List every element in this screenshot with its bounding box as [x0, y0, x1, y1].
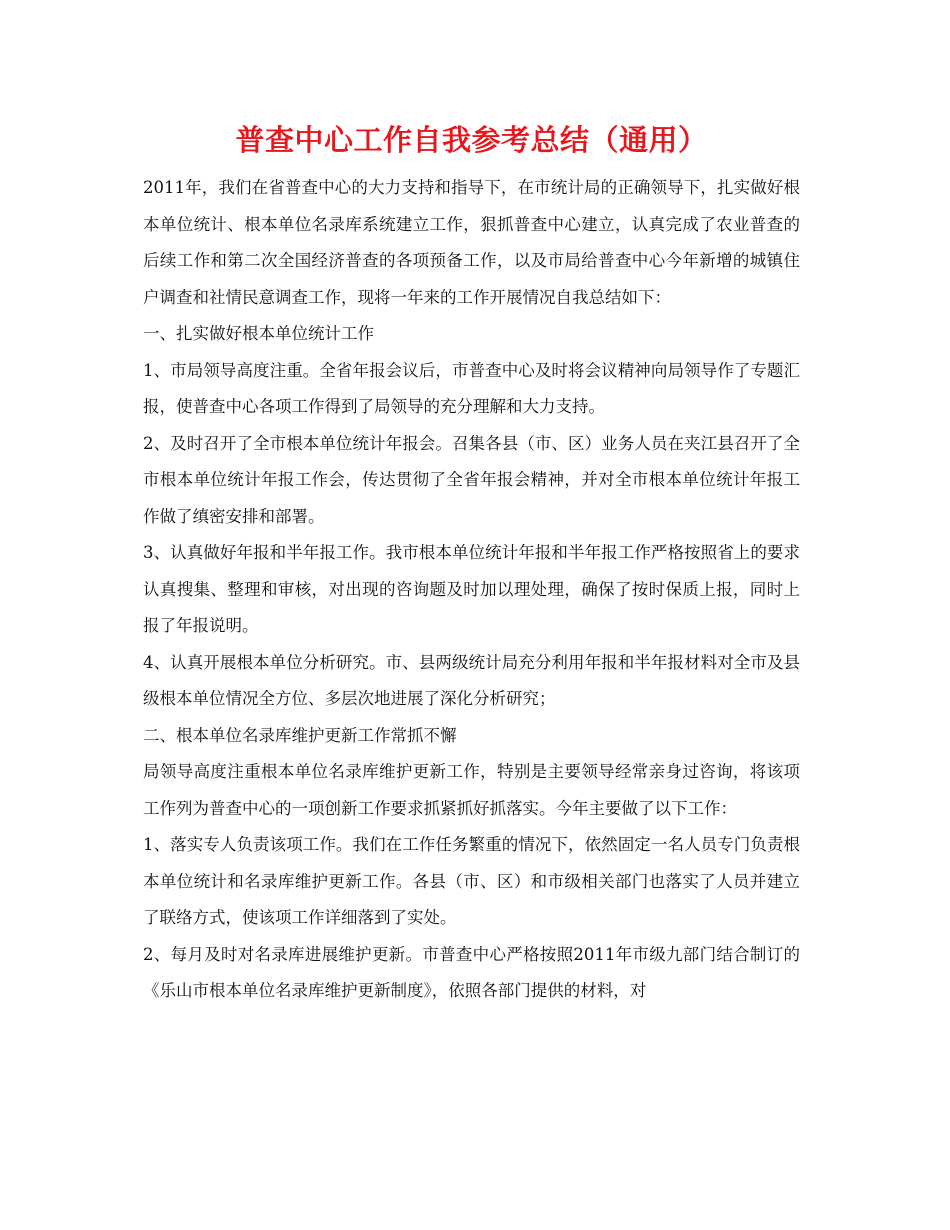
paragraph-2-intro: 局领导高度注重根本单位名录库维护更新工作，特别是主要领导经常亲身过咨询，将该项工作列为普查中心的一项创新工作要求抓紧抓好抓落实。今年主要做了以下工作： — [143, 762, 800, 818]
section-heading-2: 二、根本单位名录库维护更新工作常抓不懈 — [143, 725, 457, 745]
document-title: 普查中心工作自我参考总结（通用） — [235, 123, 708, 157]
paragraph-1-2: 2、及时召开了全市根本单位统计年报会。召集各县（市、区）业务人员在夹江县召开了全市根本单位统计年报工作会，传达贯彻了全省年报会精神，并对全市根本单位统计年报工作做了缜密安排和部署。 — [143, 433, 800, 526]
paragraph-1-3: 3、认真做好年报和半年报工作。我市根本单位统计年报和半年报工作严格按照省上的要求认真搜集、整理和审核，对出现的咨询题及时加以理处理，确保了按时保质上报，同时上报了年报说明。 — [143, 543, 800, 635]
paragraph-2-2: 2、每月及时对名录库进展维护更新。市普查中心严格按照2011年市级九部门结合制订的《乐山市根本单位名录库维护更新制度》，依照各部门提供的材料，对 — [143, 944, 800, 1000]
section-heading-1: 一、扎实做好根本单位统计工作 — [143, 324, 374, 343]
paragraph-intro: 2011年，我们在省普查中心的大力支持和指导下，在市统计局的正确领导下，扎实做好根本单位统计、根本单位名录库系统建立工作，狠抓普查中心建立，认真完成了农业普查的后续工作和第二次全国经济普查的各项预备工作，以及市局给普查中心今年新增的城镇住户调查和社情民意调查工作，现将一年来的工作开展情况自我总结如下： — [143, 178, 800, 307]
paragraph-1-1: 1、市局领导高度注重。全省年报会议后，市普查中心及时将会议精神向局领导作了专题汇报，使普查中心各项工作得到了局领导的充分理解和大力支持。 — [143, 360, 800, 416]
paragraph-1-4: 4、认真开展根本单位分析研究。市、县两级统计局充分利用年报和半年报材料对全市及县级根本单位情况全方位、多层次地进展了深化分析研究； — [143, 652, 800, 708]
document-body — [143, 170, 800, 1010]
paragraph-2-1: 1、落实专人负责该项工作。我们在工作任务繁重的情况下，依然固定一名人员专门负责根本单位统计和名录库维护更新工作。各县（市、区）和市级相关部门也落实了人员并建立了联络方式，使该项工作详细落到了实处。 — [143, 835, 800, 927]
